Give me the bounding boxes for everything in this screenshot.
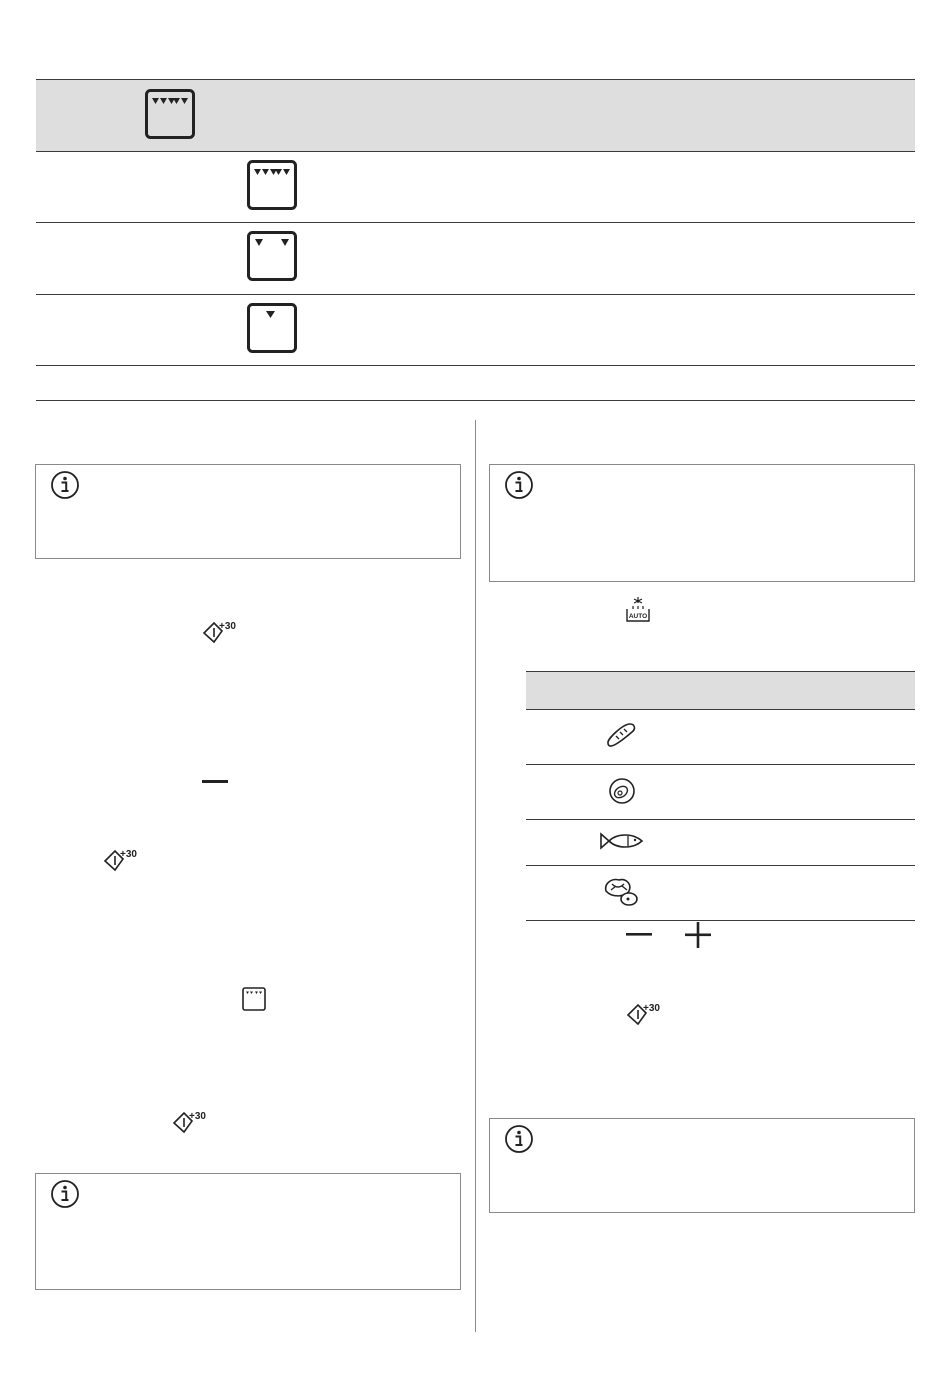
oven-three-heating-levels-icon (242, 987, 266, 1011)
food-table-line-6 (526, 920, 915, 921)
plus30-label: +30 (643, 1003, 660, 1014)
minus-icon (202, 779, 228, 785)
fast-heat-up-plus-30-icon (103, 846, 143, 876)
info-icon (504, 470, 534, 500)
plus30-label: +30 (189, 1111, 206, 1122)
food-table-line-4 (526, 819, 915, 820)
fast-heat-up-plus-30-icon (626, 1000, 666, 1030)
info-icon (504, 1124, 534, 1154)
top-table-line-1 (36, 79, 915, 80)
info-box (35, 1173, 461, 1290)
oven-three-heating-levels-icon (145, 89, 195, 139)
plus30-label: +30 (120, 849, 137, 860)
top-table-line-4 (36, 294, 915, 295)
plus30-label: +30 (219, 621, 236, 632)
food-table-header-band (526, 672, 915, 709)
food-table-line-3 (526, 764, 915, 765)
top-table-line-5 (36, 365, 915, 366)
mixed-food-icon (602, 875, 640, 909)
oven-two-heating-levels-icon (247, 231, 297, 281)
fast-heat-up-plus-30-icon (202, 618, 242, 648)
auto-defrost-icon (624, 596, 652, 624)
fish-icon (599, 831, 645, 851)
column-divider (475, 420, 476, 1332)
food-table-line-1 (526, 671, 915, 672)
info-box (489, 1118, 915, 1213)
fast-heat-up-plus-30-icon (172, 1108, 212, 1138)
minus-icon (626, 932, 652, 938)
auto-label: AUTO (628, 613, 648, 620)
bread-icon (605, 721, 637, 749)
info-box (35, 464, 461, 559)
oven-one-heating-level-icon (247, 303, 297, 353)
top-table-line-3 (36, 222, 915, 223)
info-icon (50, 1179, 80, 1209)
info-box (489, 464, 915, 582)
food-table-line-5 (526, 865, 915, 866)
oven-three-heating-levels-icon (247, 160, 297, 210)
top-table-line-6 (36, 400, 915, 401)
info-icon (50, 470, 80, 500)
top-table-line-2 (36, 151, 915, 152)
plus-icon (685, 922, 711, 948)
food-table-line-2 (526, 709, 915, 710)
meat-icon (607, 776, 637, 806)
